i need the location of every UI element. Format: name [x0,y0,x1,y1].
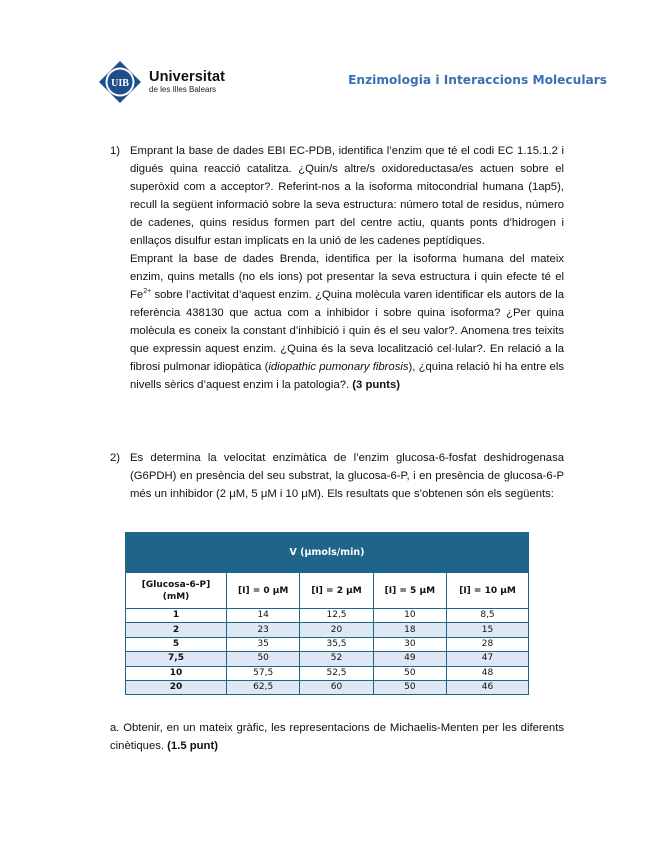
question-2-number: 2) [110,452,121,464]
table-cell: 14 [227,609,300,623]
iron-charge-superscript: 2+ [143,288,152,296]
table-cell: 46 [447,680,529,694]
course-title: Enzimologia i Interaccions Moleculars [348,73,607,87]
table-cell: 48 [447,666,529,680]
question-1-number: 1) [110,145,121,157]
question-2-text: Es determina la velocitat enzimàtica de l’enzim glucosa-6-fosfat deshidrogenasa (G6PDH) en presència del seu substrat, la glucosa-6-P, i en presència de glucosa-6-P més un inhibidor (2 μM, 5 μM i 10 μM). Els resultats que s’obtenen són els següents: [130,452,564,500]
table-cell: 8,5 [447,609,529,623]
column-header-i0: [I] = 0 μM [227,573,300,609]
question-1-paragraph-2 [130,250,564,394]
table-cell: 18 [373,623,446,637]
table-cell: 35 [227,637,300,651]
table-cell: 30 [373,637,446,651]
table-cell: 5 [126,637,227,651]
table-cell: 20 [126,680,227,694]
table-cell: 12,5 [300,609,373,623]
table-cell: 20 [300,623,373,637]
table-cell: 52 [300,652,373,666]
table-cell: 15 [447,623,529,637]
table-row [126,609,529,623]
table-cell: 47 [447,652,529,666]
table-cell: 57,5 [227,666,300,680]
table-row [126,680,529,694]
university-name: Universitat [149,68,226,85]
velocity-table [125,532,529,695]
question-2 [130,449,564,503]
table-cell: 10 [126,666,227,680]
question-1 [130,142,564,394]
table-cell: 2 [126,623,227,637]
q1-p2-part-b: sobre l’activitat d’aquest enzim. ¿Quina molècula varen identificar els autors de la referència 438130 que actua com a inhibidor i sobre quina isoforma? ¿Per quina molècula es coneix la constant d’inhibició i quin és el seu valor?. Anomena tres teixits que expressin aquest enzim. ¿Quina és la seva localització cel·lular?. En relació a la fibrosi pulmonar idiopàtica ( [130,289,564,373]
column-header-glucose: [Glucosa-6-P] (mM) [126,573,227,609]
table-cell: 50 [227,652,300,666]
university-subtitle: de les Illes Balears [149,85,217,95]
table-row [126,652,529,666]
table-cell: 7,5 [126,652,227,666]
question-1-points: (3 punts) [352,379,400,391]
table-cell: 35,5 [300,637,373,651]
q1-p2-part-a: Emprant la base de dades Brenda, identifica per la isoforma humana del mateix enzim, quins metalls (no els ions) pot presentar la seva estructura i quin efecte té el Fe [130,253,564,301]
university-logo [97,60,225,104]
subquestion-a-paragraph [110,719,564,755]
table-cell: 10 [373,609,446,623]
column-header-i5: [I] = 5 μM [373,573,446,609]
question-1-paragraph-1: Emprant la base de dades EBI EC-PDB, identifica l’enzim que té el codi EC 1.15.1.2 i digués quina reacció catalitza. ¿Quin/s altre/s oxidoreductasa/es actuen sobre el superòxid com a acceptor?. Referint-nos a la isoforma mitocondrial humana (1ap5), recull la següent informació sobre la seva estructura: número total de residus, número de cadenes, quins residus formen part del centre actiu, quants ponts d’hidrogen i enllaços disulfur estan implicats en la unió de les cadenes peptídiques. [130,145,564,247]
column-header-i10: [I] = 10 μM [447,573,529,609]
table-row [126,666,529,680]
subquestion-a [110,719,564,755]
table-row [126,623,529,637]
logo-abbrev: UIB [111,78,129,89]
subquestion-a-points: (1.5 punt) [167,740,218,752]
table-cell: 49 [373,652,446,666]
uib-badge-icon [97,60,143,104]
table-cell: 1 [126,609,227,623]
table-cell: 62,5 [227,680,300,694]
q1-p2-part-c: ), ¿quina relació hi ha entre els nivells sèrics d’aquest enzim i la patologia?. [130,361,564,391]
table-row [126,637,529,651]
table-cell: 50 [373,666,446,680]
column-header-i2: [I] = 2 μM [300,573,373,609]
table-title: V (μmols/min) [126,533,529,573]
table-cell: 52,5 [300,666,373,680]
table-cell: 50 [373,680,446,694]
q1-p2-italic-term: idiopathic pumonary fibrosis [268,361,409,373]
table-cell: 28 [447,637,529,651]
table-cell: 23 [227,623,300,637]
table-cell: 60 [300,680,373,694]
subquestion-a-text: a. Obtenir, en un mateix gràfic, les representacions de Michaelis-Menten per les diferents cinètiques. [110,722,564,752]
